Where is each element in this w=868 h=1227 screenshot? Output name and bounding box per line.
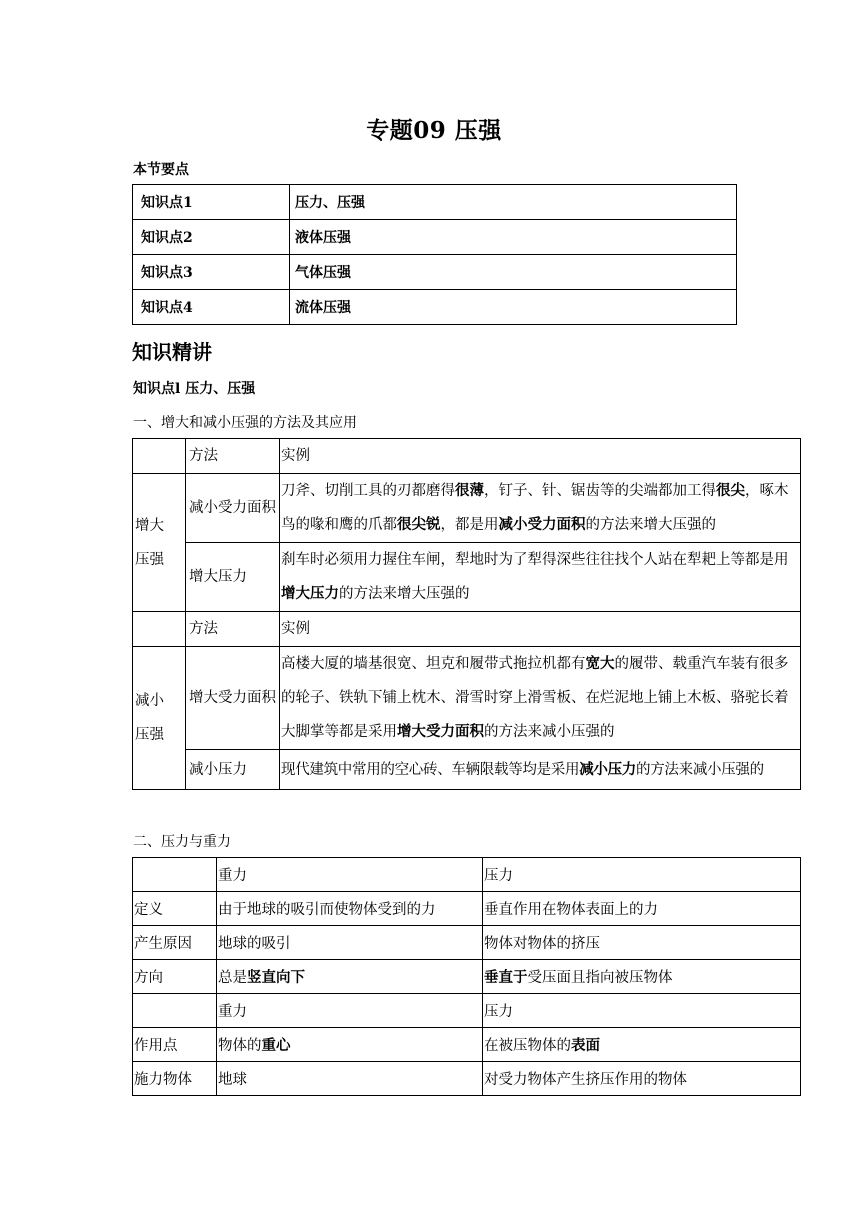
text-run: 受压面且指向被压物体 — [527, 970, 673, 986]
text-run: 现代建筑中常用的空心砖、车辆限载等均是采用 — [281, 761, 580, 778]
gravity-cell — [217, 1028, 483, 1062]
row-label: 方向 — [133, 960, 217, 994]
bold-run: 竖直向下 — [247, 969, 305, 986]
table-row — [133, 1028, 801, 1062]
pressure-cell: 垂直作用在物体表面上的力 — [483, 892, 801, 926]
table-row — [133, 290, 737, 325]
heading-kp1: 知识点l 压力、压强 — [133, 381, 256, 397]
kp-key: 知识点3 — [133, 255, 290, 290]
row-label: 产生原因 — [133, 926, 217, 960]
text-run: 的方法来增大压强的 — [585, 517, 716, 533]
group-increase — [133, 474, 186, 612]
table-row — [133, 255, 737, 290]
text-run: 在被压物体的 — [484, 1038, 571, 1054]
col-header-method: 方法 — [186, 439, 280, 474]
row-label: 定义 — [133, 892, 217, 926]
table-row — [133, 926, 801, 960]
method-cell: 减小压力 — [186, 750, 280, 790]
blank-cell — [133, 612, 186, 647]
text-run: ，钉子、针、锯齿等的尖端都加工得 — [484, 483, 716, 499]
row-label: 作用点 — [133, 1028, 217, 1062]
gravity-cell — [217, 960, 483, 994]
text-run: ，啄木鸟的喙和鹰的爪都 — [281, 483, 789, 533]
col-header-method: 方法 — [186, 612, 280, 647]
example-cell — [280, 543, 801, 612]
kp-key: 知识点1 — [133, 185, 290, 220]
example-cell — [280, 474, 801, 543]
text-run: 物体的 — [218, 1038, 262, 1054]
text-run: 刹车时必须用力握住车闸，犁地时为了犁得深些往往找个人站在犁耙上等都是用 — [281, 552, 789, 568]
text-run: 高楼大厦的墙基很宽、坦克和履带式拖拉机都有 — [281, 656, 586, 672]
group-label-line: 增大 — [135, 517, 164, 534]
example-cell — [280, 647, 801, 750]
bold-run: 很尖 — [716, 482, 745, 499]
group-label-line: 压强 — [135, 727, 164, 743]
pressure-cell — [483, 960, 801, 994]
bold-run: 减小压力 — [579, 760, 637, 778]
text-run: 刀斧、切削工具的刃都磨得 — [281, 483, 455, 499]
bold-run: 很尖锐 — [397, 516, 441, 533]
bold-run: 增大受力面积 — [397, 723, 484, 740]
kp-key: 知识点2 — [133, 220, 290, 255]
group-label-line: 压强 — [135, 551, 164, 568]
table-row — [133, 858, 801, 892]
text-run: 的方法来增大压强的 — [339, 586, 470, 602]
heading-lecture: 知识精讲 — [132, 340, 212, 364]
gravity-vs-pressure-table — [132, 857, 801, 1096]
bold-run: 很薄 — [455, 482, 484, 499]
bold-run: 宽大 — [585, 655, 615, 672]
col-header-pressure: 压力 — [483, 994, 801, 1028]
table-row — [133, 994, 801, 1028]
table-row — [133, 220, 737, 255]
text-run: 的方法来减小压强的 — [484, 724, 615, 740]
text-run: 总是 — [218, 970, 247, 986]
pressure-cell — [483, 1028, 801, 1062]
col-header-example: 实例 — [280, 612, 801, 647]
table-row — [133, 750, 801, 790]
gravity-cell: 由于地球的吸引而使物体受到的力 — [217, 892, 483, 926]
pressure-methods-table — [132, 438, 801, 790]
pressure-cell: 对受力物体产生挤压作用的物体 — [483, 1062, 801, 1096]
knowledge-points-table — [132, 184, 737, 325]
bold-run: 增大压力 — [281, 585, 339, 602]
text-run: 的履带、载重汽车装有很多的轮子、铁轨下铺上枕木、滑雪时穿上滑雪板、在烂泥地上铺上木板、骆驼长着大脚掌等都是采用 — [281, 656, 789, 740]
example-cell — [280, 750, 801, 790]
blank-cell — [133, 439, 186, 474]
col-header-gravity: 重力 — [217, 994, 483, 1028]
blank-cell — [133, 994, 217, 1028]
table-row — [133, 960, 801, 994]
bold-run: 表面 — [571, 1037, 600, 1054]
col-header-example: 实例 — [280, 439, 801, 474]
bold-run: 减小受力面积 — [498, 516, 586, 533]
kp-value: 液体压强 — [290, 220, 737, 255]
table-row — [133, 474, 801, 543]
table-row — [133, 612, 801, 647]
col-header-gravity: 重力 — [217, 858, 483, 892]
method-cell: 增大受力面积 — [186, 647, 280, 750]
table-row — [133, 543, 801, 612]
pressure-cell: 物体对物体的挤压 — [483, 926, 801, 960]
text-run: 的方法来减小压强的 — [636, 761, 764, 778]
group-label-line: 减小 — [135, 693, 164, 709]
table-row — [133, 185, 737, 220]
kp-value: 压力、压强 — [290, 185, 737, 220]
section-heading-points: 本节要点 — [133, 162, 189, 178]
blank-cell — [133, 858, 217, 892]
gravity-cell: 地球 — [217, 1062, 483, 1096]
method-cell: 增大压力 — [186, 543, 280, 612]
table-row — [133, 1062, 801, 1096]
kp-value: 气体压强 — [290, 255, 737, 290]
method-cell: 减小受力面积 — [186, 474, 280, 543]
heading-compare: 二、压力与重力 — [133, 834, 231, 850]
page-title: 专题09 压强 — [366, 117, 502, 144]
col-header-pressure: 压力 — [483, 858, 801, 892]
text-run: ，都是用 — [440, 517, 499, 533]
bold-run: 重心 — [261, 1037, 291, 1054]
bold-run: 垂直于 — [484, 969, 528, 986]
group-decrease — [133, 647, 186, 790]
kp-value: 流体压强 — [290, 290, 737, 325]
heading-methods: 一、增大和减小压强的方法及其应用 — [133, 415, 357, 431]
gravity-cell: 地球的吸引 — [217, 926, 483, 960]
kp-key: 知识点4 — [133, 290, 290, 325]
table-row — [133, 892, 801, 926]
table-row — [133, 439, 801, 474]
row-label: 施力物体 — [133, 1062, 217, 1096]
table-row — [133, 647, 801, 750]
